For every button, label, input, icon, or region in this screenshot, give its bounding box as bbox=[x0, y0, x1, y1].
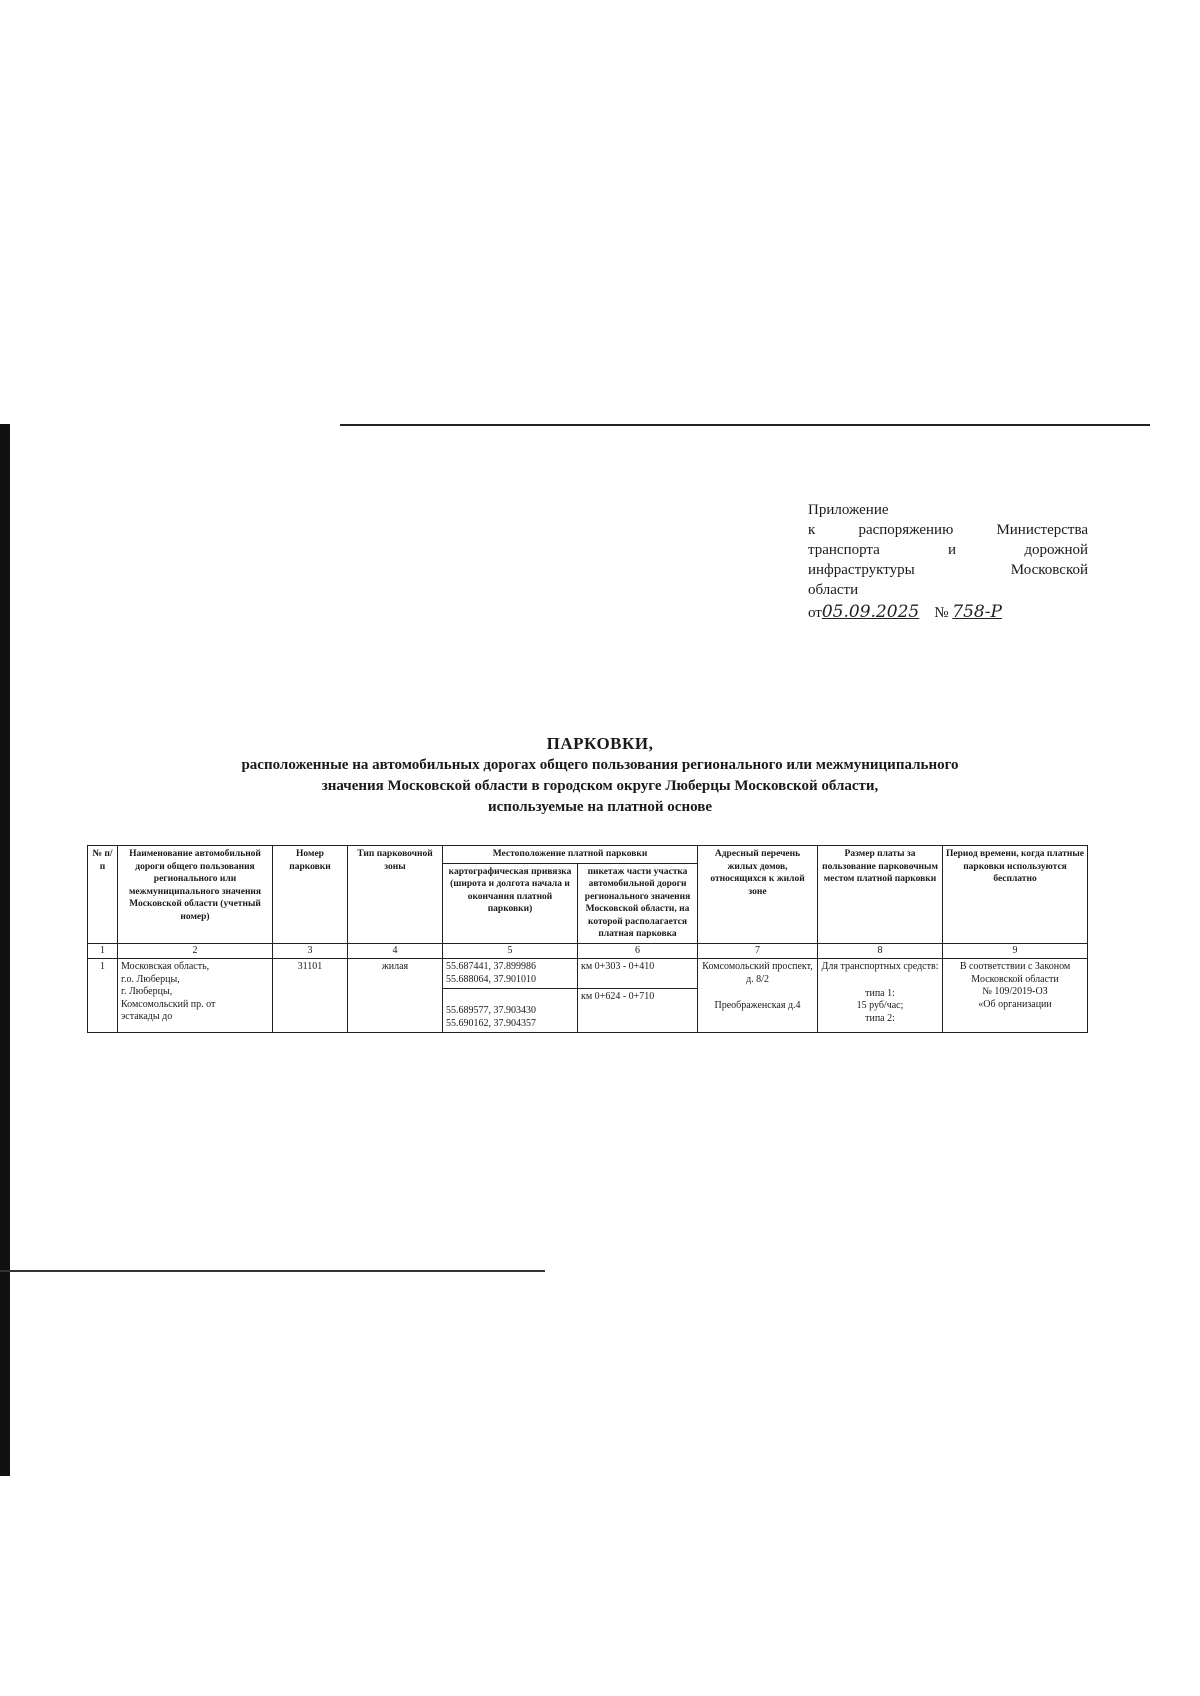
column-number: 8 bbox=[818, 943, 943, 959]
appendix-line: инфраструктуры Московской bbox=[808, 562, 1088, 578]
appendix-line: транспорта и дорожной bbox=[808, 542, 1088, 558]
road-line: эстакады до bbox=[121, 1011, 173, 1022]
coords-line: 55.690162, 37.904357 bbox=[446, 1017, 536, 1029]
spacer bbox=[701, 986, 814, 1000]
column-number: 9 bbox=[943, 943, 1088, 959]
appendix-block bbox=[808, 500, 1088, 623]
document-title bbox=[110, 733, 1090, 818]
appendix-line: области bbox=[808, 582, 859, 598]
top-rule bbox=[340, 424, 1150, 426]
row-coords-a bbox=[443, 959, 578, 989]
header-addresses: Адресный перечень жилых домов, относящихся к жилой зоне bbox=[698, 846, 818, 944]
header-free-period: Период времени, когда платные парковки используются бесплатно bbox=[943, 846, 1088, 944]
title-sub-line: расположенные на автомобильных дорогах общего пользования регионального или межмуниципального bbox=[241, 757, 959, 773]
row-free-period bbox=[943, 959, 1088, 1033]
row-coords-b bbox=[443, 989, 578, 1033]
appendix-line: Приложение bbox=[808, 502, 889, 518]
header-num: № п/п bbox=[88, 846, 118, 944]
free-line: В соответствии с Законом Московской области bbox=[959, 961, 1071, 985]
free-line: «Об организации bbox=[978, 998, 1052, 1010]
fee-line: типа 2: bbox=[865, 1012, 895, 1024]
parking-table bbox=[87, 845, 1088, 1033]
row-num: 1 bbox=[88, 959, 118, 1033]
header-location: Местоположение платной парковки bbox=[443, 846, 698, 864]
row-km-a: км 0+303 - 0+410 bbox=[578, 959, 698, 989]
header-kilometrage: пикетаж части участка автомобильной дороги регионального значения Московской области, на которой располагается платная парковка bbox=[578, 863, 698, 943]
column-number: 6 bbox=[578, 943, 698, 959]
column-number: 2 bbox=[118, 943, 273, 959]
number-value: 758-Р bbox=[952, 602, 1002, 622]
title-sub-line: используемые на платной основе bbox=[488, 799, 712, 815]
road-line: Комсомольский пр. от bbox=[121, 998, 216, 1010]
spacer bbox=[821, 974, 939, 988]
fee-line: Для транспортных средств: bbox=[821, 961, 939, 972]
bottom-rule bbox=[0, 1270, 545, 1272]
header-cartographic: картографическая привязка (широта и долгота начала и окончания платной парковки) bbox=[443, 863, 578, 943]
road-line: г.о. Люберцы, bbox=[121, 973, 180, 985]
header-parking-number: Номер парковки bbox=[273, 846, 348, 944]
fee-line: 15 руб/час; bbox=[856, 1000, 904, 1011]
row-fee bbox=[818, 959, 943, 1033]
appendix-line: к распоряжению Министерства bbox=[808, 522, 1088, 538]
free-line: № 109/2019-ОЗ bbox=[982, 986, 1048, 997]
column-number: 3 bbox=[273, 943, 348, 959]
number-prefix: № bbox=[934, 605, 949, 621]
column-number-row bbox=[88, 943, 1088, 959]
row-km-b: км 0+624 - 0+710 bbox=[578, 989, 698, 1033]
table-header-row bbox=[88, 846, 1088, 864]
spacer bbox=[446, 991, 574, 1005]
column-number: 7 bbox=[698, 943, 818, 959]
fee-line: типа 1: bbox=[865, 987, 895, 999]
column-number: 5 bbox=[443, 943, 578, 959]
title-main: ПАРКОВКИ, bbox=[546, 734, 654, 753]
date-value: 05.09.2025 bbox=[821, 602, 920, 622]
road-line: Московская область, bbox=[121, 961, 210, 972]
coords-line: 55.688064, 37.901010 bbox=[446, 973, 536, 985]
scan-edge-shadow bbox=[0, 424, 10, 1476]
header-zone-type: Тип парковочной зоны bbox=[348, 846, 443, 944]
address-line: Комсомольский проспект, д. 8/2 bbox=[702, 961, 813, 985]
table-row bbox=[88, 959, 1088, 989]
road-line: г. Люберцы, bbox=[121, 986, 173, 997]
coords-line: 55.689577, 37.903430 bbox=[446, 1005, 536, 1016]
row-road-name bbox=[118, 959, 273, 1033]
row-addresses bbox=[698, 959, 818, 1033]
header-road-name: Наименование автомобильной дороги общего пользования регионального или межмуниципального значения Московской области (учетный номер) bbox=[118, 846, 273, 944]
appendix-date-number bbox=[808, 602, 1088, 623]
column-number: 1 bbox=[88, 943, 118, 959]
row-zone-type: жилая bbox=[348, 959, 443, 1033]
date-prefix: от bbox=[808, 605, 822, 621]
coords-line: 55.687441, 37.899986 bbox=[446, 961, 536, 972]
address-line: Преображенская д.4 bbox=[714, 1000, 801, 1011]
row-parking-number: 31101 bbox=[273, 959, 348, 1033]
header-fee: Размер платы за пользование парковочным местом платной парковки bbox=[818, 846, 943, 944]
title-sub-line: значения Московской области в городском округе Люберцы Московской области, bbox=[321, 778, 879, 794]
column-number: 4 bbox=[348, 943, 443, 959]
